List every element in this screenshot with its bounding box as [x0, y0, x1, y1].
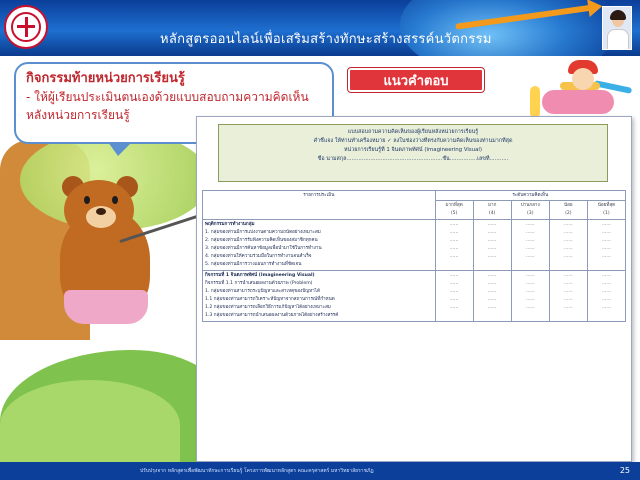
rating-blank[interactable]: ...... [602, 297, 611, 302]
rating-blank[interactable]: ...... [525, 254, 535, 259]
rating-blank[interactable]: ...... [602, 281, 611, 286]
rating-blank[interactable]: ...... [525, 246, 535, 251]
rating-blank[interactable]: ...... [602, 222, 611, 227]
rubric-item: 1.2 กลุ่มของท่านสามารถเลือกวิธีการแก้ปัญหาได้อย่างเหมาะสม [205, 305, 331, 310]
rating-cell[interactable] [435, 271, 473, 322]
rating-blank[interactable]: ...... [449, 297, 459, 302]
rating-blank[interactable]: ...... [449, 281, 459, 286]
rubric-table [202, 190, 626, 322]
rating-blank[interactable]: ...... [602, 246, 611, 251]
instruction-line: คำชี้แจง ให้ท่านทำเครื่องหมาย ✓ ลงในช่องว่างที่ตรงกับความคิดเห็นของท่านมากที่สุด [313, 138, 513, 144]
rating-blank[interactable]: ...... [487, 238, 497, 243]
university-seal-icon [4, 5, 48, 49]
rating-cell[interactable] [549, 220, 587, 271]
rating-blank[interactable]: ...... [525, 222, 535, 227]
rating-cell[interactable] [549, 271, 587, 322]
rubric-item: 1.1 กลุ่มของท่านสามารถวิเคราะห์ปัญหาจากสถานการณ์ที่กำหนด [205, 297, 335, 302]
col-item-header: รายการประเมิน [203, 191, 436, 220]
rating-blank[interactable]: ...... [602, 273, 611, 278]
instruction-line: หน่วยการเรียนรู้ที่ 1 จินตภาพทัศน์ (Imagineering Visual) [343, 147, 483, 153]
rubric-cell [203, 271, 436, 322]
rating-cell[interactable] [511, 271, 549, 322]
level-score: (1) [603, 211, 610, 216]
footer-bar [0, 462, 640, 480]
rating-blank[interactable]: ...... [563, 297, 573, 302]
table-row [203, 271, 626, 322]
rating-blank[interactable]: ...... [487, 297, 497, 302]
rating-blank[interactable]: ...... [449, 246, 459, 251]
level-score: (5) [450, 211, 458, 216]
rating-blank[interactable]: ...... [602, 305, 611, 310]
rating-blank[interactable]: ...... [487, 273, 497, 278]
presenter-portrait-icon [602, 6, 632, 50]
rating-blank[interactable]: ...... [602, 254, 611, 259]
level-label: ปานกลาง [520, 203, 540, 208]
rubric-cell [203, 220, 436, 271]
rating-blank[interactable]: ...... [525, 289, 535, 294]
rating-blank[interactable]: ...... [563, 281, 573, 286]
rating-blank[interactable]: ...... [525, 238, 535, 243]
level-score: (3) [526, 211, 534, 216]
rating-blank[interactable]: ...... [487, 222, 497, 227]
rating-blank[interactable]: ...... [563, 246, 573, 251]
rubric-item: 3. กลุ่มของท่านมีการค้นหาข้อมูลเพื่อนำมาใช้ในการทำงาน [205, 246, 322, 251]
rubric-item: 1. กลุ่มของท่านสามารถระบุปัญหาและสาเหตุของปัญหาได้ [205, 289, 320, 294]
rating-blank[interactable]: ...... [487, 246, 497, 251]
rating-blank[interactable]: ...... [563, 238, 573, 243]
footer-text: ปรับปรุงจาก หลักสูตรเพื่อพัฒนาทักษะการเรียนรู้ โครงการพัฒนาหลักสูตร คณะครุศาสตร์ มหาวิทยาลัยราชภัฏ [140, 468, 374, 474]
rubric-item: 5. กลุ่มของท่านมีการวางแผนการทำงานที่ชัดเจน [205, 262, 302, 267]
rating-blank[interactable]: ...... [487, 289, 497, 294]
rating-blank[interactable]: ...... [487, 230, 497, 235]
rating-blank[interactable]: ...... [487, 305, 497, 310]
level-score: (2) [565, 211, 572, 216]
page-title: หลักสูตรออนไลน์เพื่อเสริมสร้างทักษะสร้างสรรค์นวัตกรรม [160, 31, 492, 46]
header-banner [0, 0, 640, 56]
rating-blank[interactable]: ...... [525, 230, 535, 235]
rating-blank[interactable]: ...... [449, 230, 459, 235]
rating-cell[interactable] [435, 220, 473, 271]
rating-blank[interactable]: ...... [449, 273, 459, 278]
bubble-line-1: - ให้ผู้เรียนประเมินตนเองด้วยแบบสอบถามความคิดเห็น [26, 90, 309, 104]
rating-blank[interactable]: ...... [563, 222, 573, 227]
col-level-header: ระดับความคิดเห็น [435, 191, 625, 201]
rating-blank[interactable]: ...... [563, 230, 573, 235]
rating-blank[interactable]: ...... [487, 281, 497, 286]
level-label: มาก [487, 203, 497, 208]
level-header [549, 201, 587, 220]
table-row [203, 220, 626, 271]
rating-cell[interactable] [587, 220, 625, 271]
rubric-item: กิจกรรมที่ 1.1 การนำเสนอผลงานด้วยภาพ (Problem) [205, 281, 313, 286]
rating-blank[interactable]: ...... [525, 273, 535, 278]
rating-cell[interactable] [473, 271, 511, 322]
rating-blank[interactable]: ...... [563, 273, 573, 278]
rating-cell[interactable] [473, 220, 511, 271]
rating-blank[interactable]: ...... [449, 238, 459, 243]
rating-blank[interactable]: ...... [525, 281, 535, 286]
section-heading: กิจกรรมที่ 1 จินตภาพทัศน์ (Imagineering Visual) [205, 273, 315, 278]
rating-blank[interactable]: ...... [449, 222, 459, 227]
section-heading: พฤติกรรมการทำงานกลุ่ม [205, 222, 255, 227]
level-header [511, 201, 549, 220]
rating-blank[interactable]: ...... [449, 305, 459, 310]
level-header [587, 201, 625, 220]
rating-blank[interactable]: ...... [602, 230, 611, 235]
instruction-line: ชื่อ นามสกุล........................................................ชั้น................เลขที่........... [317, 156, 509, 162]
rating-blank[interactable]: ...... [449, 254, 459, 259]
rating-blank[interactable]: ...... [487, 254, 497, 259]
bubble-line-2: หลังหน่วยการเรียนรู้ [26, 108, 130, 122]
rating-blank[interactable]: ...... [525, 305, 535, 310]
rating-cell[interactable] [587, 271, 625, 322]
rating-blank[interactable]: ...... [563, 254, 573, 259]
rating-blank[interactable]: ...... [602, 289, 611, 294]
rating-blank[interactable]: ...... [449, 289, 459, 294]
instruction-line: แบบสอบถามความคิดเห็นของผู้เรียนหลังหน่วยการเรียนรู้ [347, 129, 479, 135]
rating-blank[interactable]: ...... [602, 238, 611, 243]
rating-blank[interactable]: ...... [563, 289, 573, 294]
level-label: น้อยที่สุด [597, 203, 616, 208]
level-header [435, 201, 473, 220]
bear-illustration [0, 140, 220, 460]
rubric-item: 1. กลุ่มของท่านมีการแบ่งงานตามความถนัดอย่างเหมาะสม [205, 230, 321, 235]
bubble-title: กิจกรรมท้ายหน่วยการเรียนรู้ [26, 71, 185, 86]
level-label: น้อย [564, 203, 573, 208]
answer-guide-label: แนวคำตอบ [348, 68, 484, 92]
questionnaire-instructions [218, 124, 608, 182]
rubric-item: 2. กลุ่มของท่านมีการรับฟังความคิดเห็นของสมาชิกทุกคน [205, 238, 318, 243]
level-score: (4) [488, 211, 496, 216]
page-number: 25 [619, 466, 630, 475]
level-header [473, 201, 511, 220]
rating-cell[interactable] [511, 220, 549, 271]
rubric-item: 4. กลุ่มของท่านให้ความร่วมมือในการทำงานจนสำเร็จ [205, 254, 312, 259]
rating-blank[interactable]: ...... [525, 297, 535, 302]
level-label: มากที่สุด [445, 203, 463, 208]
rating-blank[interactable]: ...... [563, 305, 573, 310]
rubric-item: 1.3 กลุ่มของท่านสามารถนำเสนอผลงานด้วยภาพได้อย่างสร้างสรรค์ [205, 313, 339, 318]
